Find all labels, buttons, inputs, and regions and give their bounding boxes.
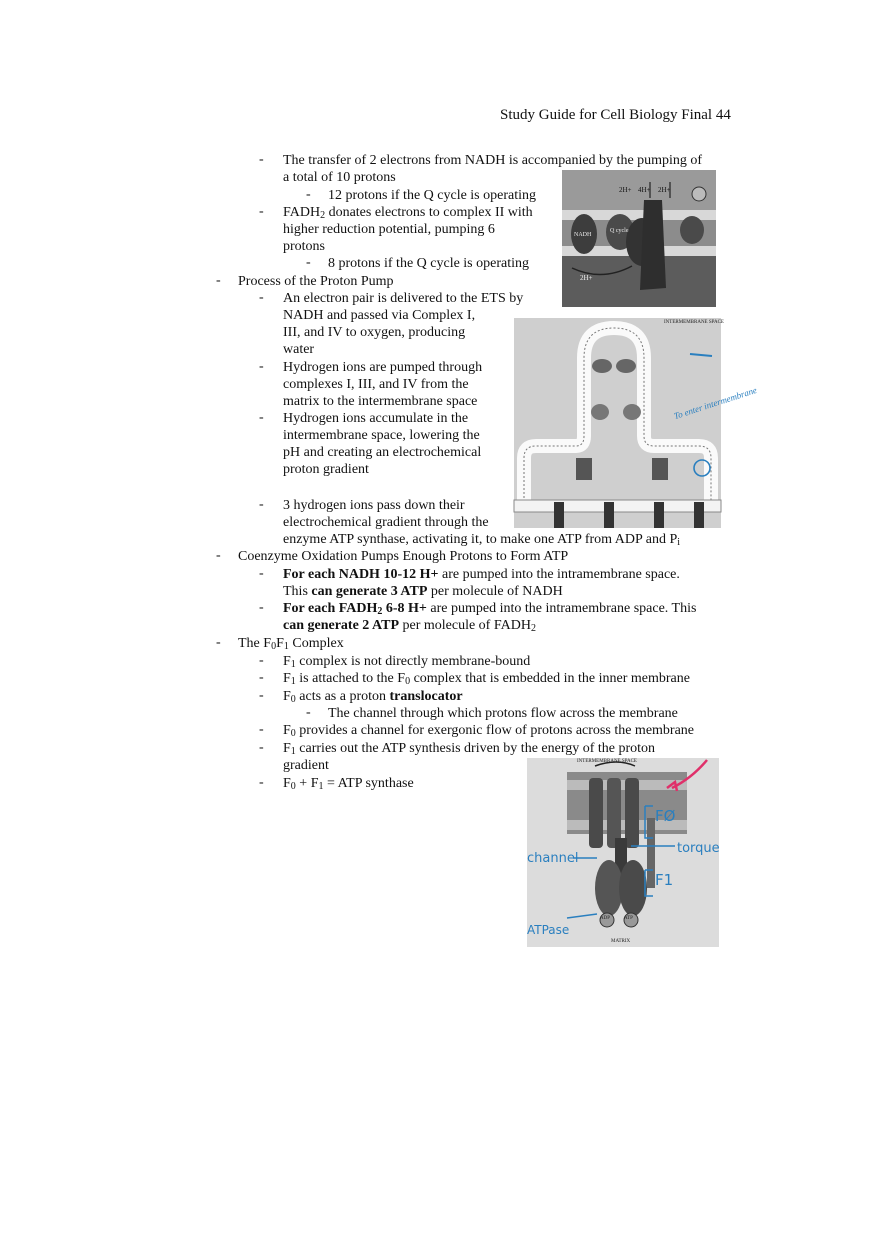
handwritten-note: F1: [655, 871, 674, 889]
text-line: $F_1$ carries out the ATP synthesis driven by the energy of the proton: [283, 741, 656, 757]
bullet-dash: -: [216, 548, 221, 563]
figure-label: 2H+: [658, 186, 671, 194]
text-line: water: [283, 342, 315, 357]
text-line: can generate 2 ATP per molecule of $FADH_2$: [283, 618, 536, 634]
bullet-dash: -: [259, 290, 264, 305]
text-line: $F_0 + F_1$ = ATP synthase: [283, 776, 414, 792]
text-line: 8 protons if the Q cycle is operating: [328, 256, 530, 271]
text-line: This can generate 3 ATP per molecule of NADH: [283, 584, 563, 599]
text-line: enzyme ATP synthase, activating it, to make one ATP from ADP and $P_i$: [283, 532, 681, 548]
figure-label: NADH: [574, 232, 592, 238]
text-line: matrix to the intermembrane space: [283, 394, 478, 409]
figure-label: MATRIX: [611, 939, 631, 944]
text-line: The channel through which protons flow across the membrane: [328, 706, 678, 721]
handwritten-note: channel: [527, 851, 579, 866]
text-line: proton gradient: [283, 462, 369, 477]
bullet-dash: -: [259, 653, 264, 668]
page-header: Study Guide for Cell Biology Final 44: [500, 107, 731, 123]
text-line: electrochemical gradient through the: [283, 515, 489, 530]
bullet-dash: -: [259, 740, 264, 755]
text-line: higher reduction potential, pumping 6: [283, 222, 495, 237]
bullet-dash: -: [306, 255, 311, 270]
bullet-dash: -: [259, 359, 264, 374]
text-line: NADH and passed via Complex I,: [283, 308, 476, 323]
figure-label: ATP: [624, 916, 633, 921]
bullet-dash: -: [259, 152, 264, 167]
text-line: III, and IV to oxygen, producing: [283, 325, 466, 340]
bullet-dash: -: [306, 705, 311, 720]
text-line: An electron pair is delivered to the ETS by: [283, 291, 524, 306]
bullet-dash: -: [259, 775, 264, 790]
bullet-dash: -: [259, 497, 264, 512]
handwritten-note: To enter intermembrane: [672, 384, 759, 422]
handwritten-note: torque: [677, 841, 720, 856]
figure-label: INTERMEMBRANE SPACE: [577, 759, 637, 764]
text-line: $F_0$ provides a channel for exergonic flow of protons across the membrane: [283, 723, 695, 739]
section-heading: The $F_0F_1$ Complex: [238, 636, 344, 652]
bullet-dash: -: [259, 670, 264, 685]
text-line: intermembrane space, lowering the: [283, 428, 480, 443]
figure-label: ADP: [600, 916, 611, 921]
figure-label: 2H+: [580, 274, 593, 282]
section-heading: Coenzyme Oxidation Pumps Enough Protons to Form ATP: [238, 549, 569, 564]
text-line: For each $FADH_2$ 6-8 H+ are pumped into the intramembrane space. This: [283, 601, 697, 617]
text-line: Hydrogen ions are pumped through: [283, 360, 483, 375]
handwritten-note: FØ: [655, 807, 676, 825]
text-line: 3 hydrogen ions pass down their: [283, 498, 465, 513]
text-line: $FADH_2$ donates electrons to complex II with: [283, 205, 533, 221]
figure-label: 4H+: [638, 186, 651, 194]
text-line: Hydrogen ions accumulate in the: [283, 411, 469, 426]
figure-membrane-diagram: [514, 318, 759, 528]
figure-label: 2H+: [619, 186, 632, 194]
text-line: gradient: [283, 758, 329, 773]
text-line: pH and creating an electrochemical: [283, 445, 482, 460]
bullet-dash: -: [259, 688, 264, 703]
bullet-dash: -: [216, 635, 221, 650]
bullet-dash: -: [259, 722, 264, 737]
text-line: $F_1$ is attached to the $F_0$ complex that is embedded in the inner membrane: [283, 671, 690, 687]
text-line: a total of 10 protons: [283, 170, 396, 185]
figure-label: INTERMEMBRANE SPACE: [664, 320, 724, 325]
bullet-dash: -: [259, 600, 264, 615]
figure-label: Q cycle: [610, 228, 629, 234]
text-line: 12 protons if the Q cycle is operating: [328, 188, 537, 203]
figure-complex-diagram: [562, 170, 716, 307]
text-line: complexes I, III, and IV from the: [283, 377, 469, 392]
text-line: $F_0$ acts as a proton translocator: [283, 689, 463, 705]
bullet-dash: -: [306, 187, 311, 202]
text-line: The transfer of 2 electrons from NADH is accompanied by the pumping of: [283, 153, 703, 168]
bullet-dash: -: [259, 566, 264, 581]
bullet-dash: -: [216, 273, 221, 288]
text-line: protons: [283, 239, 325, 254]
text-line: $F_1$ complex is not directly membrane-bound: [283, 654, 531, 670]
handwritten-note: ATPase: [527, 923, 570, 937]
text-line: For each NADH 10-12 H+ are pumped into the intramembrane space.: [283, 567, 680, 582]
bullet-dash: -: [259, 410, 264, 425]
figure-atp-synthase: [527, 758, 719, 947]
bullet-dash: -: [259, 204, 264, 219]
section-heading: Process of the Proton Pump: [238, 274, 394, 289]
